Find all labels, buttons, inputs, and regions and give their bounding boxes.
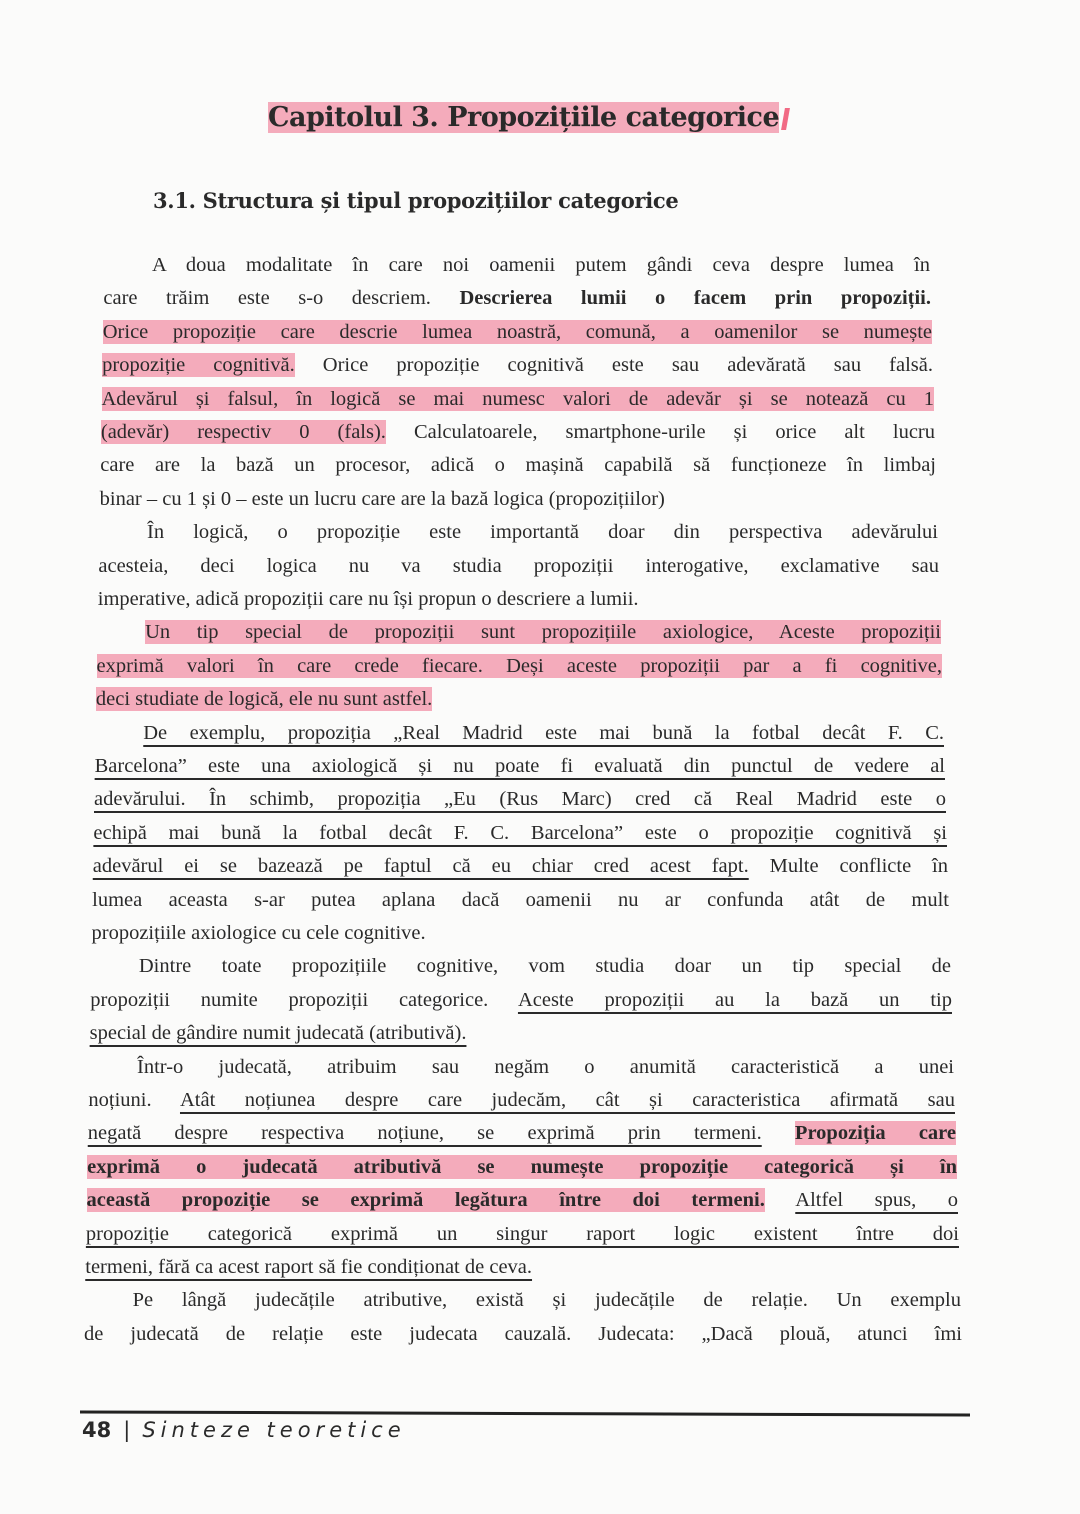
underlined-text: Altfel spus, o [795,1189,958,1212]
text-segment: Dintre toate propozițiile cognitive, vom studia doar un tip special de [138,955,951,978]
text-line [98,586,639,612]
highlighted-text: deci studiate de logică, ele nu sunt astfel. [95,688,433,711]
text-line [139,953,951,979]
underlined-text: termeni, fără ca acest raport să fie condiționat de ceva. [85,1256,533,1278]
text-line [84,1321,962,1347]
text-line [100,486,665,512]
text-line [133,1287,961,1313]
text-segment: lumea aceasta s-ar putea aplana dacă oamenii nu ar confunda atât de mult [92,888,949,911]
highlighted-text: Propoziția care [794,1122,956,1145]
highlighted-text: Un tip special de propoziții sunt propozițiile axiologice, Aceste propoziții [145,621,941,644]
text-line [85,1254,532,1280]
text-segment: care are la bază un procesor, adică o mașină capabilă să funcționeze în limbaj [100,454,936,477]
highlighted-text: exprimă o judecată atributivă se numește propoziție categorică și în [87,1155,957,1178]
text-segment: Descrierea lumii o facem prin propoziții. [459,287,931,310]
text-line [145,619,941,645]
underlined-text: negată despre respectiva noțiune, se exprimă prin termeni. [87,1122,762,1145]
text-line [137,1054,954,1080]
underlined-text: Barcelona” este una axiologică și nu poate fi evaluată din punctul de vedere al [94,755,945,777]
underlined-text: Atât noțiunea despre care judecăm, cât și caracteristica afirmată sau [179,1089,955,1111]
text-line [92,920,426,946]
text-segment: Pe lângă judecățile atributive, există și judecățile de relație. Un exemplu [132,1289,961,1312]
underlined-text: adevărul ei se bazează pe faptul că eu chiar cred acest fapt. [92,855,749,878]
underlined-text: echipă mai bună la fotbal decât F. C. Barcelona” este o propoziție cognitivă și [93,821,947,844]
text-segment: care trăim este s-o descriem. [103,287,460,310]
highlight-mark [781,108,790,130]
footer-rule [80,1410,970,1416]
text-line [103,285,931,311]
text-segment: Calculatoarele, smartphone-urile și orice alt lucru [385,421,935,443]
text-line [143,720,944,746]
underlined-text: special de gândire numit judecată (atributivă). [89,1022,467,1045]
underlined-text: propoziție categorică exprimă un singur raport logic existent între doi [85,1222,959,1245]
text-segment: binar – cu 1 și 0 – este un lucru care are la bază logica (propozițiilor) [99,487,665,510]
text-line [147,519,938,545]
underlined-text: Aceste propoziții au la bază un tip [517,988,952,1011]
text-segment: de judecată de relație este judecata cauzală. Judecata: „Dacă plouă, atunci îmi [84,1322,962,1345]
book-title: Sinteze teoretice [142,1418,406,1442]
text-line [88,1087,955,1113]
text-line [95,753,945,779]
text-line [88,1120,956,1146]
text-line [90,1020,467,1046]
page-footer [82,1418,406,1442]
text-line [101,419,935,445]
text-segment: acesteia, deci logica nu va studia propoziții interogative, exclamative sau [98,554,939,577]
text-line [94,786,946,812]
text-line [96,686,432,712]
highlighted-text: Orice propoziție care descrie lumea noastră, comună, a oamenilor se numește [102,320,932,343]
text-line [93,853,948,879]
highlighted-text: (adevăr) respectiv 0 (fals). [100,421,386,443]
text-line [86,1221,959,1247]
text-line [102,352,933,378]
text-segment: propoziții numite propoziții categorice. [90,988,518,1011]
highlighted-text: Adevărul și falsul, în logică se mai numesc valori de adevăr și se notează cu 1 [101,387,934,410]
text-line [102,386,935,412]
text-segment: Într-o judecată, atribuim sau negăm o anumită caracteristică a unei [137,1055,954,1078]
highlighted-text: propoziție cognitivă. [102,354,295,377]
underlined-text: adevărului. În schimb, propoziția „Eu (Rus Marc) cred că Real Madrid este o [94,788,946,811]
text-line [103,319,932,345]
page-number: 48 [82,1418,112,1442]
text-line [87,1154,957,1180]
text-line [97,653,943,679]
highlighted-text: această propoziție se exprimă legătura între doi termeni. [86,1189,765,1212]
text-line [152,252,930,278]
highlighted-text: exprimă valori în care crede fiecare. Deși aceste propoziții par a fi cognitive, [96,654,942,677]
text-segment: imperative, adică propoziții care nu își propun o descriere a lumii. [97,588,639,610]
text-segment: Orice propoziție cognitivă este sau adevărată sau falsă. [294,354,933,377]
text-line [93,820,947,846]
text-line [90,987,952,1013]
text-segment: Multe conflicte în [748,855,949,878]
text-line [87,1187,959,1213]
text-segment: A doua modalitate în care noi oamenii putem gândi ceva despre lumea în [152,254,930,276]
text-line [92,887,949,913]
section-title: 3.1. Structura și tipul propozițiilor categorice [153,188,679,213]
text-segment [762,1122,795,1144]
text-segment: În logică, o propoziție este importantă doar din perspectiva adevărului [147,521,938,544]
underlined-text: De exemplu, propoziția „Real Madrid este mai bună la fotbal decât F. C. [143,721,944,744]
chapter-title: Capitolul 3. Propozițiile categorice [268,102,788,133]
text-segment [765,1189,795,1211]
text-line [100,452,936,478]
text-line [98,553,939,579]
footer-separator: | [123,1418,131,1442]
text-segment: noțiuni. [88,1089,180,1111]
text-segment: propozițiile axiologice cu cele cognitive. [91,922,426,944]
